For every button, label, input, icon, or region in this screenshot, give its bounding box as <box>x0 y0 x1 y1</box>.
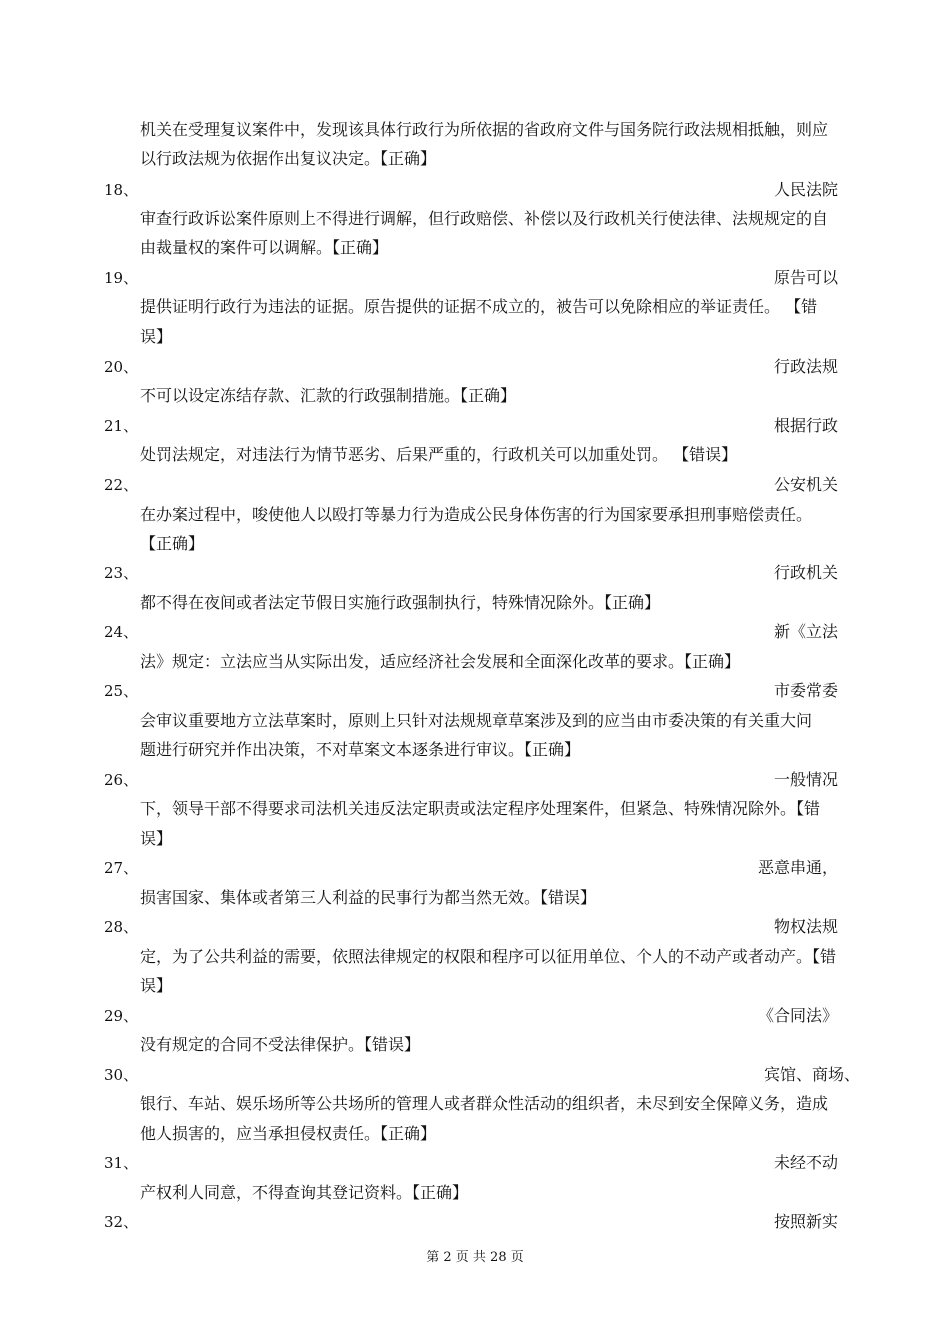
item-text-line: 由裁量权的案件可以调解。【正确】 <box>140 238 389 257</box>
item-text-line: 不可以设定冻结存款、汇款的行政强制措施。【正确】 <box>140 386 517 405</box>
item-lead-text: 未经不动 <box>773 1153 838 1172</box>
item-lead-text: 根据行政 <box>773 416 838 435</box>
item-number: 24、 <box>104 623 139 641</box>
item-number: 21、 <box>104 417 139 435</box>
item-lead-text: 原告可以 <box>773 268 838 287</box>
item-number: 23、 <box>104 564 139 582</box>
item-text-line: 产权利人同意，不得查询其登记资料。【正确】 <box>140 1183 469 1202</box>
item-text-line: 误】 <box>140 829 173 848</box>
item-text-line: 提供证明行政行为违法的证据。原告提供的证据不成立的，被告可以免除相应的举证责任。 【错 <box>140 297 818 316</box>
item-number: 26、 <box>104 771 139 789</box>
item-text-line: 题进行研究并作出决策，不对草案文本逐条进行审议。【正确】 <box>140 740 581 759</box>
item-number: 22、 <box>104 476 139 494</box>
item-number: 29、 <box>104 1007 139 1025</box>
item-text-line: 误】 <box>140 327 173 346</box>
item-lead-text: 《合同法》 <box>757 1006 838 1025</box>
item-number: 19、 <box>104 269 139 287</box>
item-text-line: 没有规定的合同不受法律保护。【错误】 <box>140 1035 421 1054</box>
item-text-line: 都不得在夜间或者法定节假日实施行政强制执行，特殊情况除外。【正确】 <box>140 593 661 612</box>
item-lead-text: 人民法院 <box>773 180 838 199</box>
item-text-line: 误】 <box>140 976 173 995</box>
item-lead-text: 按照新实 <box>773 1212 838 1231</box>
item-number: 28、 <box>104 918 139 936</box>
item-number: 32、 <box>104 1213 139 1231</box>
item-text-line: 【正确】 <box>140 534 205 553</box>
item-text-line: 在办案过程中，唆使他人以殴打等暴力行为造成公民身体伤害的行为国家要承担刑事赔偿责任。 <box>140 505 813 524</box>
item-text-line: 他人损害的，应当承担侵权责任。【正确】 <box>140 1124 437 1143</box>
item-lead-text: 公安机关 <box>773 475 838 494</box>
item-lead-text: 新《立法 <box>773 622 838 641</box>
item-number: 30、 <box>104 1066 139 1084</box>
item-lead-text: 宾馆、商场、 <box>763 1065 860 1084</box>
item-text-line: 法》规定：立法应当从实际出发，适应经济社会发展和全面深化改革的要求。【正确】 <box>140 652 741 671</box>
intro-line: 机关在受理复议案件中，发现该具体行政行为所依据的省政府文件与国务院行政法规相抵触，则应 <box>140 120 829 139</box>
item-lead-text: 行政机关 <box>773 563 838 582</box>
item-number: 25、 <box>104 682 139 700</box>
item-text-line: 损害国家、集体或者第三人利益的民事行为都当然无效。【错误】 <box>140 888 597 907</box>
item-lead-text: 物权法规 <box>773 917 838 936</box>
item-lead-text: 一般情况 <box>773 770 838 789</box>
item-lead-text: 恶意串通， <box>757 858 838 877</box>
item-lead-text: 行政法规 <box>773 357 838 376</box>
item-text-line: 处罚法规定，对违法行为情节恶劣、后果严重的，行政机关可以加重处罚。 【错误】 <box>140 445 738 464</box>
item-number: 18、 <box>104 181 139 199</box>
item-text-line: 定，为了公共利益的需要，依照法律规定的权限和程序可以征用单位、个人的不动产或者动产。【错 <box>140 947 837 966</box>
item-number: 31、 <box>104 1154 139 1172</box>
page-footer: 第 2 页 共 28 页 <box>426 1250 524 1265</box>
item-lead-text: 市委常委 <box>773 681 838 700</box>
item-text-line: 会审议重要地方立法草案时，原则上只针对法规规章草案涉及到的应当由市委决策的有关重大问 <box>140 711 813 730</box>
item-number: 27、 <box>104 859 139 877</box>
item-text-line: 下，领导干部不得要求司法机关违反法定职责或法定程序处理案件，但紧急、特殊情况除外。【错 <box>140 799 821 818</box>
item-text-line: 审查行政诉讼案件原则上不得进行调解，但行政赔偿、补偿以及行政机关行使法律、法规规定的自 <box>140 209 829 228</box>
intro-line: 以行政法规为依据作出复议决定。【正确】 <box>140 149 437 168</box>
item-number: 20、 <box>104 358 139 376</box>
item-text-line: 银行、车站、娱乐场所等公共场所的管理人或者群众性活动的组织者，未尽到安全保障义务，造成 <box>140 1094 829 1113</box>
